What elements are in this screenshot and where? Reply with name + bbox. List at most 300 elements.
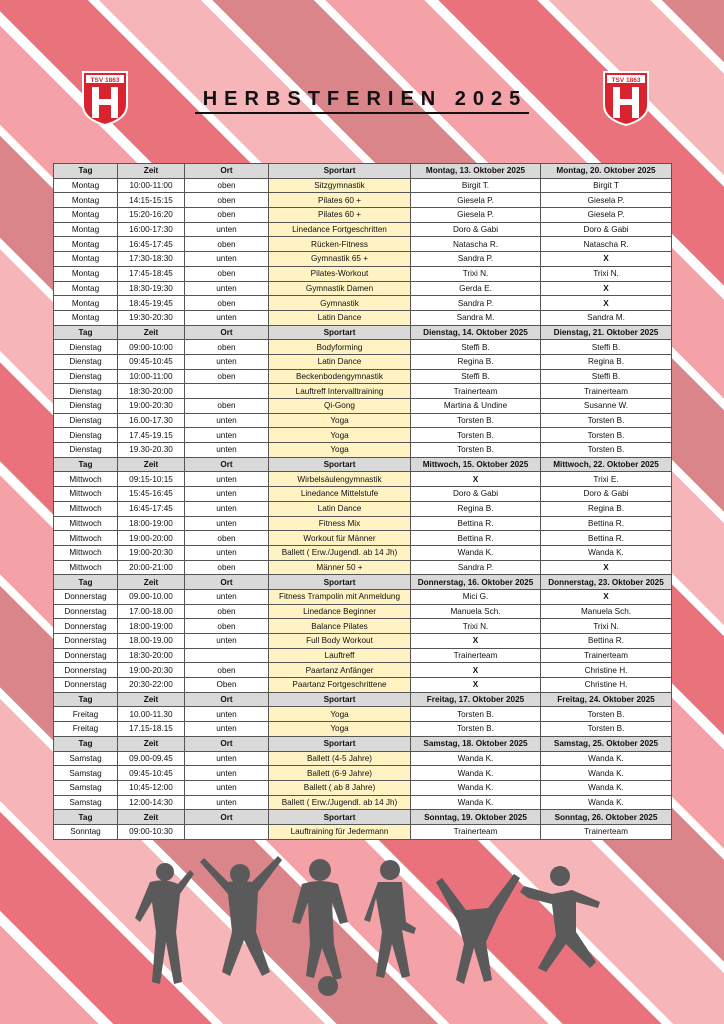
cell-zeit: 16:45-17:45 (118, 501, 185, 516)
table-row (54, 824, 672, 839)
header-cell-sportart: Sportart (269, 692, 411, 707)
table-row (54, 678, 672, 693)
cell-date1: Wanda K. (411, 545, 541, 560)
cell-zeit: 15:45-16:45 (118, 487, 185, 502)
cell-date1: Sandra P. (411, 296, 541, 311)
cell-date1: Steffi B. (411, 369, 541, 384)
header-cell-date1: Dienstag, 14. Oktober 2025 (411, 325, 541, 340)
cell-sportart: Lauftreff (269, 648, 411, 663)
cell-tag: Montag (54, 252, 118, 267)
cell-sportart: Yoga (269, 722, 411, 737)
header-cell-zeit: Zeit (118, 457, 185, 472)
table-row (54, 472, 672, 487)
header-cell-ort: Ort (185, 736, 269, 751)
cell-date2: Trainerteam (541, 824, 672, 839)
cell-date2: Bettina R. (541, 634, 672, 649)
header-cell-zeit: Zeit (118, 575, 185, 590)
cell-date2: Trixi N. (541, 619, 672, 634)
cell-date2: Trixi N. (541, 266, 672, 281)
table-header-row (54, 736, 672, 751)
svg-text:TSV 1863: TSV 1863 (611, 77, 641, 84)
cell-date2: Wanda K. (541, 751, 672, 766)
cell-tag: Montag (54, 193, 118, 208)
cell-sportart: Latin Dance (269, 501, 411, 516)
table-row (54, 751, 672, 766)
cell-date2: Trainerteam (541, 648, 672, 663)
cell-zeit: 18:00-19:00 (118, 516, 185, 531)
cell-zeit: 09.00-10.00 (118, 589, 185, 604)
cell-zeit: 09:45-10:45 (118, 354, 185, 369)
header-cell-sportart: Sportart (269, 810, 411, 825)
header-cell-sportart: Sportart (269, 325, 411, 340)
table-row (54, 516, 672, 531)
cell-sportart: Gymnastik (269, 296, 411, 311)
table-row (54, 707, 672, 722)
cell-date1: Sandra P. (411, 252, 541, 267)
cell-date1: Doro & Gabi (411, 222, 541, 237)
cell-ort: unten (185, 252, 269, 267)
cell-ort: unten (185, 751, 269, 766)
cell-ort: unten (185, 780, 269, 795)
cell-sportart: Qi-Gong (269, 399, 411, 414)
cell-sportart: Pilates 60 + (269, 193, 411, 208)
table-row (54, 208, 672, 223)
cell-tag: Dienstag (54, 413, 118, 428)
cell-date1: Regina B. (411, 501, 541, 516)
cell-date2: Trixi E. (541, 472, 672, 487)
cell-zeit: 10:45-12:00 (118, 780, 185, 795)
table-row (54, 619, 672, 634)
cell-sportart: Lauftraining für Jedermann (269, 824, 411, 839)
cell-zeit: 10:00-11:00 (118, 369, 185, 384)
cell-date1: Wanda K. (411, 780, 541, 795)
cell-date2: Torsten B. (541, 428, 672, 443)
cell-zeit: 09.00-09.45 (118, 751, 185, 766)
schedule-table (53, 163, 672, 840)
table-row (54, 252, 672, 267)
cell-sportart: Fitness Mix (269, 516, 411, 531)
cell-date1: X (411, 634, 541, 649)
header-cell-sportart: Sportart (269, 457, 411, 472)
cell-date2: Steffi B. (541, 369, 672, 384)
header-cell-date2: Dienstag, 21. Oktober 2025 (541, 325, 672, 340)
header-cell-zeit: Zeit (118, 692, 185, 707)
cell-zeit: 09:45-10:45 (118, 766, 185, 781)
cell-date2: Regina B. (541, 501, 672, 516)
cell-sportart: Gymnastik 65 + (269, 252, 411, 267)
table-row (54, 545, 672, 560)
cell-sportart: Yoga (269, 443, 411, 458)
cell-date1: X (411, 663, 541, 678)
cell-sportart: Ballett ( ab 8 Jahre) (269, 780, 411, 795)
table-row (54, 222, 672, 237)
cell-date2: Regina B. (541, 354, 672, 369)
header-cell-date2: Sonntag, 26. Oktober 2025 (541, 810, 672, 825)
table-header-row (54, 575, 672, 590)
cell-sportart: Pilates-Workout (269, 266, 411, 281)
header-cell-tag: Tag (54, 164, 118, 179)
cell-sportart: Ballett (4-5 Jahre) (269, 751, 411, 766)
cell-date1: Sandra P. (411, 560, 541, 575)
cell-zeit: 16.00-17.30 (118, 413, 185, 428)
cell-tag: Montag (54, 281, 118, 296)
cell-date1: Trainerteam (411, 824, 541, 839)
cell-date1: Steffi B. (411, 340, 541, 355)
page-title-text: HERBSTFERIEN 2025 (195, 88, 530, 114)
cell-sportart: Beckenbodengymnastik (269, 369, 411, 384)
header-cell-date1: Mittwoch, 15. Oktober 2025 (411, 457, 541, 472)
cell-ort (185, 824, 269, 839)
cell-zeit: 18:30-20:00 (118, 648, 185, 663)
table-row (54, 296, 672, 311)
cell-tag: Mittwoch (54, 545, 118, 560)
cell-sportart: Gymnastik Damen (269, 281, 411, 296)
cell-tag: Mittwoch (54, 516, 118, 531)
cell-ort (185, 384, 269, 399)
cell-zeit: 19:00-20:30 (118, 663, 185, 678)
cell-date2: Susanne W. (541, 399, 672, 414)
cell-sportart: Ballett ( Erw./Jugendl. ab 14 Jh) (269, 545, 411, 560)
table-row (54, 487, 672, 502)
table-row (54, 663, 672, 678)
cell-sportart: Bodyforming (269, 340, 411, 355)
cell-ort: unten (185, 589, 269, 604)
cell-sportart: Linedance Mittelstufe (269, 487, 411, 502)
cell-zeit: 19:00-20:30 (118, 545, 185, 560)
cell-ort: unten (185, 766, 269, 781)
cell-date2: Steffi B. (541, 340, 672, 355)
cell-sportart: Yoga (269, 707, 411, 722)
header-cell-sportart: Sportart (269, 575, 411, 590)
cell-zeit: 18:30-19:30 (118, 281, 185, 296)
cell-ort: oben (185, 296, 269, 311)
header-cell-date2: Montag, 20. Oktober 2025 (541, 164, 672, 179)
table-row (54, 369, 672, 384)
cell-ort: oben (185, 178, 269, 193)
header-cell-date2: Freitag, 24. Oktober 2025 (541, 692, 672, 707)
table-row (54, 354, 672, 369)
cell-date1: Torsten B. (411, 413, 541, 428)
table-row (54, 413, 672, 428)
header-cell-tag: Tag (54, 810, 118, 825)
cell-ort: Oben (185, 678, 269, 693)
cell-date2: Wanda K. (541, 545, 672, 560)
cell-sportart: Workout für Männer (269, 531, 411, 546)
cell-zeit: 09:00-10:00 (118, 340, 185, 355)
cell-date1: Birgit T. (411, 178, 541, 193)
cell-date2: Giesela P. (541, 193, 672, 208)
cell-zeit: 17:45-18:45 (118, 266, 185, 281)
table-row (54, 399, 672, 414)
cell-date1: Mici G. (411, 589, 541, 604)
cell-date1: Torsten B. (411, 443, 541, 458)
table-row (54, 634, 672, 649)
cell-ort: unten (185, 281, 269, 296)
cell-date2: Christine H. (541, 678, 672, 693)
cell-zeit: 20:30-22:00 (118, 678, 185, 693)
cell-tag: Donnerstag (54, 634, 118, 649)
table-header-row (54, 692, 672, 707)
cell-date1: Manuela Sch. (411, 604, 541, 619)
cell-ort: unten (185, 487, 269, 502)
cell-tag: Donnerstag (54, 604, 118, 619)
cell-zeit: 10:00-11:00 (118, 178, 185, 193)
cell-zeit: 18.00-19.00 (118, 634, 185, 649)
cell-sportart: Ballett (6-9 Jahre) (269, 766, 411, 781)
cell-date1: Giesela P. (411, 208, 541, 223)
cell-date2: X (541, 589, 672, 604)
header-cell-date1: Donnerstag, 16. Oktober 2025 (411, 575, 541, 590)
cell-ort: unten (185, 222, 269, 237)
cell-ort: unten (185, 428, 269, 443)
table-row (54, 428, 672, 443)
cell-tag: Donnerstag (54, 589, 118, 604)
cell-zeit: 15:20-16:20 (118, 208, 185, 223)
cell-tag: Dienstag (54, 369, 118, 384)
cell-date2: Torsten B. (541, 722, 672, 737)
cell-date2: Torsten B. (541, 707, 672, 722)
cell-tag: Dienstag (54, 428, 118, 443)
cell-zeit: 19:00-20:30 (118, 399, 185, 414)
header-cell-date2: Donnerstag, 23. Oktober 2025 (541, 575, 672, 590)
page-title (0, 88, 724, 114)
table-row (54, 560, 672, 575)
cell-tag: Montag (54, 222, 118, 237)
cell-zeit: 20:00-21:00 (118, 560, 185, 575)
header-cell-date1: Freitag, 17. Oktober 2025 (411, 692, 541, 707)
cell-date2: X (541, 252, 672, 267)
cell-ort: oben (185, 266, 269, 281)
cell-tag: Freitag (54, 722, 118, 737)
cell-zeit: 12:00-14:30 (118, 795, 185, 810)
cell-date1: Torsten B. (411, 707, 541, 722)
header-cell-zeit: Zeit (118, 810, 185, 825)
table-header-row (54, 164, 672, 179)
header-cell-date2: Samstag, 25. Oktober 2025 (541, 736, 672, 751)
cell-date2: Wanda K. (541, 766, 672, 781)
header-cell-ort: Ort (185, 575, 269, 590)
cell-date1: Wanda K. (411, 795, 541, 810)
cell-ort: oben (185, 604, 269, 619)
cell-sportart: Linedance Beginner (269, 604, 411, 619)
cell-date2: X (541, 296, 672, 311)
table-row (54, 648, 672, 663)
schedule-body (54, 164, 672, 840)
cell-sportart: Sitzgymnastik (269, 178, 411, 193)
cell-tag: Mittwoch (54, 472, 118, 487)
table-row (54, 501, 672, 516)
cell-tag: Dienstag (54, 384, 118, 399)
cell-date1: Torsten B. (411, 428, 541, 443)
header-cell-tag: Tag (54, 457, 118, 472)
header-cell-zeit: Zeit (118, 164, 185, 179)
cell-zeit: 17:30-18:30 (118, 252, 185, 267)
svg-text:TSV 1863: TSV 1863 (90, 77, 120, 84)
cell-date2: Torsten B. (541, 443, 672, 458)
table-row (54, 281, 672, 296)
table-row (54, 266, 672, 281)
cell-date1: Bettina R. (411, 531, 541, 546)
cell-date1: Gerda E. (411, 281, 541, 296)
cell-date1: Wanda K. (411, 766, 541, 781)
cell-tag: Samstag (54, 751, 118, 766)
cell-ort: unten (185, 795, 269, 810)
cell-date2: Manuela Sch. (541, 604, 672, 619)
cell-ort: oben (185, 208, 269, 223)
header-cell-ort: Ort (185, 692, 269, 707)
header-cell-zeit: Zeit (118, 736, 185, 751)
cell-zeit: 18:00-19:00 (118, 619, 185, 634)
cell-date1: Wanda K. (411, 751, 541, 766)
cell-date1: Doro & Gabi (411, 487, 541, 502)
cell-date2: Giesela P. (541, 208, 672, 223)
cell-date1: Trixi N. (411, 619, 541, 634)
header-cell-tag: Tag (54, 736, 118, 751)
cell-date2: Wanda K. (541, 795, 672, 810)
cell-ort: oben (185, 399, 269, 414)
cell-ort: unten (185, 516, 269, 531)
table-row (54, 531, 672, 546)
cell-tag: Mittwoch (54, 487, 118, 502)
header-cell-tag: Tag (54, 325, 118, 340)
cell-ort (185, 648, 269, 663)
cell-date1: Trainerteam (411, 384, 541, 399)
cell-zeit: 19:30-20:30 (118, 310, 185, 325)
cell-date2: Doro & Gabi (541, 222, 672, 237)
cell-date1: Martina & Undine (411, 399, 541, 414)
cell-tag: Donnerstag (54, 619, 118, 634)
cell-zeit: 09:00-10:30 (118, 824, 185, 839)
cell-ort: unten (185, 707, 269, 722)
cell-tag: Dienstag (54, 443, 118, 458)
table-header-row (54, 810, 672, 825)
cell-tag: Montag (54, 296, 118, 311)
cell-ort: unten (185, 354, 269, 369)
table-row (54, 604, 672, 619)
table-row (54, 310, 672, 325)
cell-ort: oben (185, 340, 269, 355)
table-row (54, 722, 672, 737)
cell-zeit: 10.00-11.30 (118, 707, 185, 722)
cell-date2: X (541, 560, 672, 575)
header-cell-tag: Tag (54, 692, 118, 707)
cell-sportart: Full Body Workout (269, 634, 411, 649)
table-row (54, 766, 672, 781)
table-header-row (54, 457, 672, 472)
cell-tag: Dienstag (54, 354, 118, 369)
cell-date1: Trixi N. (411, 266, 541, 281)
table-row (54, 237, 672, 252)
header-cell-ort: Ort (185, 810, 269, 825)
cell-date1: Trainerteam (411, 648, 541, 663)
cell-ort: unten (185, 472, 269, 487)
cell-zeit: 18:45-19:45 (118, 296, 185, 311)
cell-ort: unten (185, 722, 269, 737)
cell-date2: Wanda K. (541, 780, 672, 795)
header-cell-ort: Ort (185, 164, 269, 179)
cell-tag: Mittwoch (54, 560, 118, 575)
cell-ort: unten (185, 634, 269, 649)
cell-zeit: 09:15-10:15 (118, 472, 185, 487)
cell-zeit: 14:15-15:15 (118, 193, 185, 208)
cell-sportart: Paartanz Anfänger (269, 663, 411, 678)
cell-tag: Montag (54, 310, 118, 325)
cell-tag: Mittwoch (54, 531, 118, 546)
cell-tag: Montag (54, 178, 118, 193)
cell-ort: oben (185, 663, 269, 678)
cell-date2: Doro & Gabi (541, 487, 672, 502)
cell-tag: Mittwoch (54, 501, 118, 516)
cell-zeit: 18:30-20:00 (118, 384, 185, 399)
cell-date2: Trainerteam (541, 384, 672, 399)
cell-zeit: 19:00-20:00 (118, 531, 185, 546)
table-row (54, 795, 672, 810)
cell-tag: Freitag (54, 707, 118, 722)
header-cell-tag: Tag (54, 575, 118, 590)
cell-sportart: Yoga (269, 413, 411, 428)
header-cell-date2: Mittwoch, 22. Oktober 2025 (541, 457, 672, 472)
cell-ort: oben (185, 237, 269, 252)
cell-tag: Donnerstag (54, 678, 118, 693)
cell-zeit: 17.00-18.00 (118, 604, 185, 619)
cell-ort: unten (185, 443, 269, 458)
cell-date2: Birgit T (541, 178, 672, 193)
cell-zeit: 16:45-17:45 (118, 237, 185, 252)
cell-sportart: Yoga (269, 428, 411, 443)
cell-date1: X (411, 472, 541, 487)
cell-tag: Dienstag (54, 399, 118, 414)
table-row (54, 340, 672, 355)
cell-sportart: Linedance Fortgeschritten (269, 222, 411, 237)
cell-tag: Samstag (54, 766, 118, 781)
cell-ort: oben (185, 369, 269, 384)
cell-sportart: Latin Dance (269, 354, 411, 369)
header-cell-sportart: Sportart (269, 164, 411, 179)
table-row (54, 178, 672, 193)
cell-ort: oben (185, 193, 269, 208)
cell-zeit: 17.15-18.15 (118, 722, 185, 737)
cell-sportart: Pilates 60 + (269, 208, 411, 223)
cell-tag: Montag (54, 208, 118, 223)
cell-date2: Torsten B. (541, 413, 672, 428)
cell-tag: Dienstag (54, 340, 118, 355)
cell-date2: X (541, 281, 672, 296)
cell-sportart: Männer 50 + (269, 560, 411, 575)
header-cell-date1: Sonntag, 19. Oktober 2025 (411, 810, 541, 825)
header-cell-ort: Ort (185, 457, 269, 472)
cell-date2: Sandra M. (541, 310, 672, 325)
table-row (54, 193, 672, 208)
cell-ort: unten (185, 413, 269, 428)
table-row (54, 384, 672, 399)
cell-ort: oben (185, 619, 269, 634)
table-row (54, 443, 672, 458)
header-cell-zeit: Zeit (118, 325, 185, 340)
cell-date1: X (411, 678, 541, 693)
cell-tag: Donnerstag (54, 663, 118, 678)
cell-sportart: Rücken-Fitness (269, 237, 411, 252)
cell-ort: oben (185, 531, 269, 546)
kids-silhouettes (120, 852, 610, 1002)
cell-sportart: Fitness Trampolin mit Anmeldung (269, 589, 411, 604)
cell-sportart: Lauftreff Intervalltraining (269, 384, 411, 399)
cell-tag: Samstag (54, 795, 118, 810)
cell-sportart: Ballett ( Erw./Jugendl. ab 14 Jh) (269, 795, 411, 810)
cell-date2: Bettina R. (541, 516, 672, 531)
table-header-row (54, 325, 672, 340)
cell-date1: Bettina R. (411, 516, 541, 531)
cell-tag: Samstag (54, 780, 118, 795)
